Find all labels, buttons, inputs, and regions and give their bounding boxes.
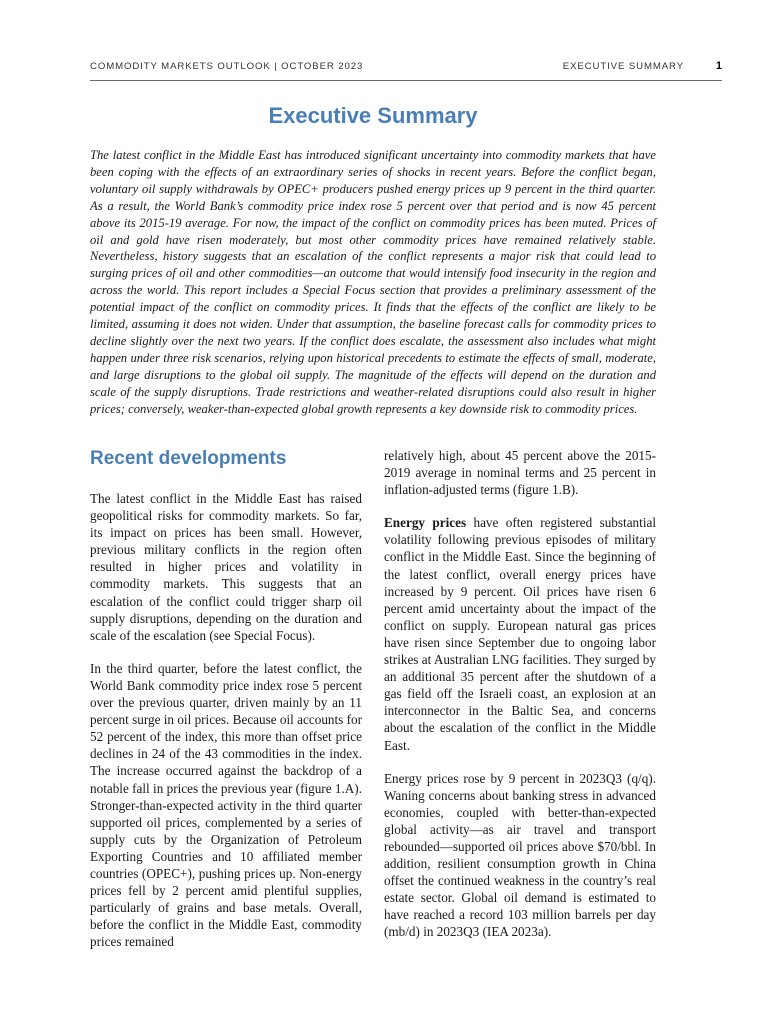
paragraph-energy-prices <box>384 514 656 753</box>
paragraph-prices-elevated: relatively high, about 45 percent above the 2015-2019 average in nominal terms and 25 percent in inflation-adjusted terms (figure 1.B). <box>384 448 656 498</box>
right-column <box>384 447 656 957</box>
header-divider <box>90 80 722 81</box>
publication-title: COMMODITY MARKETS OUTLOOK | OCTOBER 2023 <box>90 61 364 72</box>
page-title: Executive Summary <box>268 103 478 128</box>
paragraph-energy-q3: Energy prices rose by 9 percent in 2023Q3 (q/q). Waning concerns about banking stress in advanced economies, coupled with better-than-expected global activity—as air travel and transport rebounded—supported oil prices above $70/bbl. In addition, resilient consumption growth in China offset the continued weakness in the country’s real estate sector. Global oil demand is estimated to have reached a record 103 million barrels per day (mb/d) in 2023Q3 (IEA 2023a). <box>384 770 656 940</box>
energy-prices-text: have often registered substantial volatility following previous episodes of military conflict in the Middle East. Since the beginning of the latest conflict, overall energy prices have increased by 9 percent. Oil prices have risen 6 percent amid uncertainty about the impact of the conflict on supply. European natural gas prices have risen since September due to ongoing labor strikes at Australian LNG facilities. They surged by an additional 35 percent after the shutdown of a gas field off the Israeli coast, an explosion at an interconnector in the Baltic Sea, and concerns about the escalation of the conflict in the Middle East. <box>384 515 656 753</box>
paragraph-conflict-risks: The latest conflict in the Middle East has raised geopolitical risks for commodity markets. So far, its impact on prices has been small. However, previous military conflicts in the region often resulted in higher prices and volatility in commodity markets. This suggests that an escalation of the conflict could trigger sharp oil supply disruptions, depending on the duration and scale of the escalation (see Special Focus). <box>90 491 362 643</box>
executive-summary-abstract: The latest conflict in the Middle East has introduced significant uncertainty into commodity markets that have been coping with the effects of an extraordinary series of shocks in recent years. Before the conflict began, voluntary oil supply withdrawals by OPEC+ producers pushed energy prices up 9 percent in the third quarter. As a result, the World Bank’s commodity price index rose 5 percent over that period and is now 45 percent above its 2015-19 average. For now, the impact of the conflict on commodity prices has been muted. Prices of oil and gold have risen moderately, but most other commodity prices have remained relatively stable. Nevertheless, history suggests that an escalation of the conflict represents a major risk that could lead to surging prices of oil and other commodities—an outcome that would intensify food insecurity in the region and across the world. This report includes a Special Focus section that provides a preliminary assessment of the potential impact of the conflict on commodity prices. It finds that the effects of the conflict are likely to be limited, assuming it does not widen. Under that assumption, the baseline forecast calls for commodity prices to decline slightly over the next two years. If the conflict does escalate, the assessment also includes what might happen under three risk scenarios, relying upon historical precedents to estimate the effects of small, moderate, and large disruptions to the global oil supply. The magnitude of the effects will depend on the duration and scale of the supply disruptions. Trade restrictions and weather-related disruptions could also result in higher prices; conversely, weaker-than-expected global growth represents a key downside risk to commodity prices. <box>90 148 656 416</box>
section-label: EXECUTIVE SUMMARY <box>562 61 684 72</box>
page-number: 1 <box>715 60 722 72</box>
energy-prices-lead: Energy prices <box>384 515 467 531</box>
left-column <box>90 445 362 966</box>
running-header <box>90 61 722 75</box>
section-heading-recent-developments: Recent developments <box>90 448 287 469</box>
paragraph-third-quarter: In the third quarter, before the latest conflict, the World Bank commodity price index rose 5 percent over the previous quarter, driven mainly by an 11 percent surge in oil prices. Because oil accounts for 52 percent of the index, this more than offset price declines in 24 of the 43 commodities in the index. The increase occurred against the backdrop of a notable fall in prices the previous year (figure 1.A). Stronger-than-expected activity in the third quarter supported oil prices, complemented by a series of supply cuts by the Organization of Petroleum Exporting Countries and 10 affiliated member countries (OPEC+), pushing prices up. Non-energy prices fell by 2 percent amid plentiful supplies, particularly of grains and base metals. Overall, before the conflict in the Middle East, commodity prices remained <box>90 660 362 950</box>
